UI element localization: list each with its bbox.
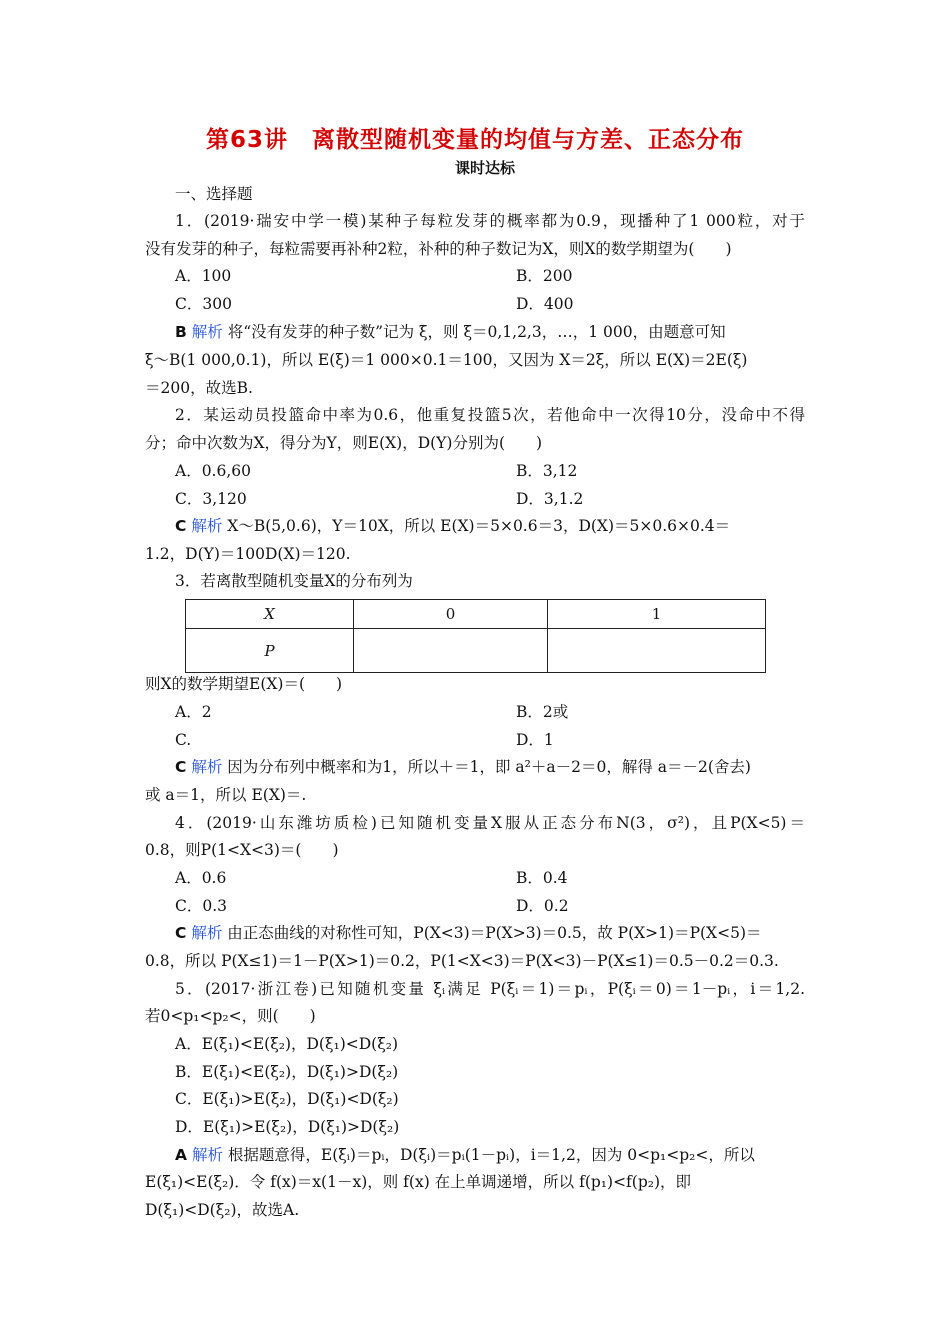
q2-option-c: C．3,120 bbox=[175, 490, 247, 508]
q1-stem-line1: 1．(2019·瑞安中学一模)某种子每粒发芽的概率都为0.9，现播种了1 000粒，对于 bbox=[175, 212, 805, 230]
q5-solution-line3: D(ξ₁)<D(ξ₂)，故选A. bbox=[145, 1201, 300, 1219]
q2-option-a: A．0.6,60 bbox=[175, 462, 251, 480]
q3-stem-line2: 则X的数学期望E(X)＝( ) bbox=[145, 675, 343, 693]
q4-option-b: B．0.4 bbox=[516, 869, 568, 887]
q5-solution-text1: 根据题意得，E(ξᵢ)＝pᵢ，D(ξᵢ)＝pᵢ(1－pᵢ)，i＝1,2，因为 0<p₁<p₂<，所以 bbox=[227, 1146, 755, 1164]
q1-option-d: D．400 bbox=[516, 295, 574, 313]
q2-stem-line1: 2．某运动员投篮命中率为0.6，他重复投篮5次，若他命中一次得10分，没命中不得 bbox=[175, 406, 805, 424]
table-cell: X bbox=[186, 600, 354, 629]
q4-option-d: D．0.2 bbox=[516, 897, 569, 915]
q1-option-a: A．100 bbox=[175, 267, 232, 285]
q2-jiexi-label: 解析 bbox=[191, 517, 223, 535]
q2-solution-line2: 1.2，D(Y)＝100D(X)＝120. bbox=[145, 545, 351, 563]
table-row bbox=[186, 629, 766, 673]
q1-answer: B bbox=[175, 323, 187, 341]
table-row bbox=[186, 600, 766, 629]
q3-solution-line2: 或 a＝1，所以 E(X)＝. bbox=[145, 786, 307, 804]
q4-solution-text1: 由正态曲线的对称性可知，P(X<3)＝P(X>3)＝0.5，故 P(X>1)＝P(X<5)＝ bbox=[227, 924, 762, 942]
page-subtitle: 课时达标 bbox=[454, 159, 515, 177]
q5-jiexi-label: 解析 bbox=[191, 1146, 223, 1164]
q4-solution-line2: 0.8，所以 P(X≤1)＝1－P(X>1)＝0.2，P(1<X<3)＝P(X<3)－P(X≤1)＝0.5－0.2＝0.3. bbox=[145, 952, 779, 970]
q4-answer: C bbox=[175, 924, 187, 942]
q4-stem-line1: 4．(2019·山东潍坊质检)已知随机变量X服从正态分布N(3，σ²)，且P(X<5)＝ bbox=[175, 814, 805, 832]
table-cell: 0 bbox=[354, 600, 548, 629]
q4-solution-line1 bbox=[175, 923, 805, 943]
table-cell bbox=[354, 629, 548, 673]
q1-solution-line2: ξ～B(1 000,0.1)，所以 E(ξ)＝1 000×0.1＝100，又因为 X＝2ξ，所以 E(X)＝2E(ξ) bbox=[145, 351, 748, 369]
q1-solution-line1 bbox=[175, 322, 805, 342]
q5-option-c: C．E(ξ₁)>E(ξ₂)，D(ξ₁)<D(ξ₂) bbox=[175, 1090, 399, 1108]
q3-option-b: B．2或 bbox=[516, 703, 569, 721]
q2-option-d: D．3,1.2 bbox=[516, 490, 584, 508]
q3-solution-line1 bbox=[175, 757, 805, 777]
q5-stem-line2: 若0<p₁<p₂<，则( ) bbox=[145, 1007, 316, 1025]
q1-solution-text1: 将“没有发芽的种子数”记为 ξ，则 ξ＝0,1,2,3，…，1 000，由题意可知 bbox=[227, 323, 726, 341]
q5-answer: A bbox=[175, 1146, 187, 1164]
q3-answer: C bbox=[175, 758, 187, 776]
q5-option-b: B．E(ξ₁)<E(ξ₂)，D(ξ₁)>D(ξ₂) bbox=[175, 1063, 399, 1081]
q3-option-a: A．2 bbox=[175, 703, 212, 721]
q5-option-d: D．E(ξ₁)>E(ξ₂)，D(ξ₁)>D(ξ₂) bbox=[175, 1118, 400, 1136]
q5-solution-line1 bbox=[175, 1145, 805, 1165]
q1-option-b: B．200 bbox=[516, 267, 573, 285]
table-cell: 1 bbox=[548, 600, 766, 629]
q1-solution-line3: ＝200，故选B. bbox=[145, 379, 253, 397]
q2-answer: C bbox=[175, 517, 187, 535]
q4-option-a: A．0.6 bbox=[175, 869, 227, 887]
q4-stem-line2: 0.8，则P(1<X<3)＝( ) bbox=[145, 841, 339, 859]
q2-option-b: B．3,12 bbox=[516, 462, 578, 480]
q3-option-d: D．1 bbox=[516, 731, 554, 749]
q2-solution-line1 bbox=[175, 516, 805, 536]
q2-solution-text1: X～B(5,0.6)，Y＝10X，所以 E(X)＝5×0.6＝3，D(X)＝5×0.6×0.4＝ bbox=[227, 517, 731, 535]
page-title: 第63讲 离散型随机变量的均值与方差、正态分布 bbox=[205, 127, 744, 153]
table-cell bbox=[548, 629, 766, 673]
q1-jiexi-label: 解析 bbox=[191, 323, 223, 341]
q3-solution-text1: 因为分布列中概率和为1，所以＋＝1，即 a²＋a－2＝0，解得 a＝－2(舍去) bbox=[227, 758, 751, 776]
q5-option-a: A．E(ξ₁)<E(ξ₂)，D(ξ₁)<D(ξ₂) bbox=[175, 1035, 399, 1053]
q5-stem-line1: 5．(2017·浙江卷)已知随机变量 ξᵢ满足 P(ξᵢ＝1)＝pᵢ，P(ξᵢ＝0)＝1－pᵢ，i＝1,2. bbox=[175, 980, 805, 998]
q5-solution-line2: E(ξ₁)<E(ξ₂)．令 f(x)＝x(1－x)，则 f(x) 在上单调递增，所以 f(p₁)<f(p₂)，即 bbox=[145, 1173, 692, 1191]
section-heading: 一、选择题 bbox=[175, 185, 253, 203]
q1-option-c: C．300 bbox=[175, 295, 232, 313]
table-cell: P bbox=[186, 629, 354, 673]
q3-jiexi-label: 解析 bbox=[191, 758, 223, 776]
distribution-table bbox=[185, 599, 766, 673]
q2-stem-line2: 分；命中次数为X，得分为Y，则E(X)，D(Y)分别为( ) bbox=[145, 434, 543, 452]
q4-jiexi-label: 解析 bbox=[191, 924, 223, 942]
q4-option-c: C．0.3 bbox=[175, 897, 228, 915]
q3-stem-line1: 3．若离散型随机变量X的分布列为 bbox=[175, 572, 413, 590]
q1-stem-line2: 没有发芽的种子，每粒需要再补种2粒，补种的种子数记为X，则X的数学期望为( ) bbox=[145, 240, 732, 258]
q3-option-c: C. bbox=[175, 731, 192, 749]
